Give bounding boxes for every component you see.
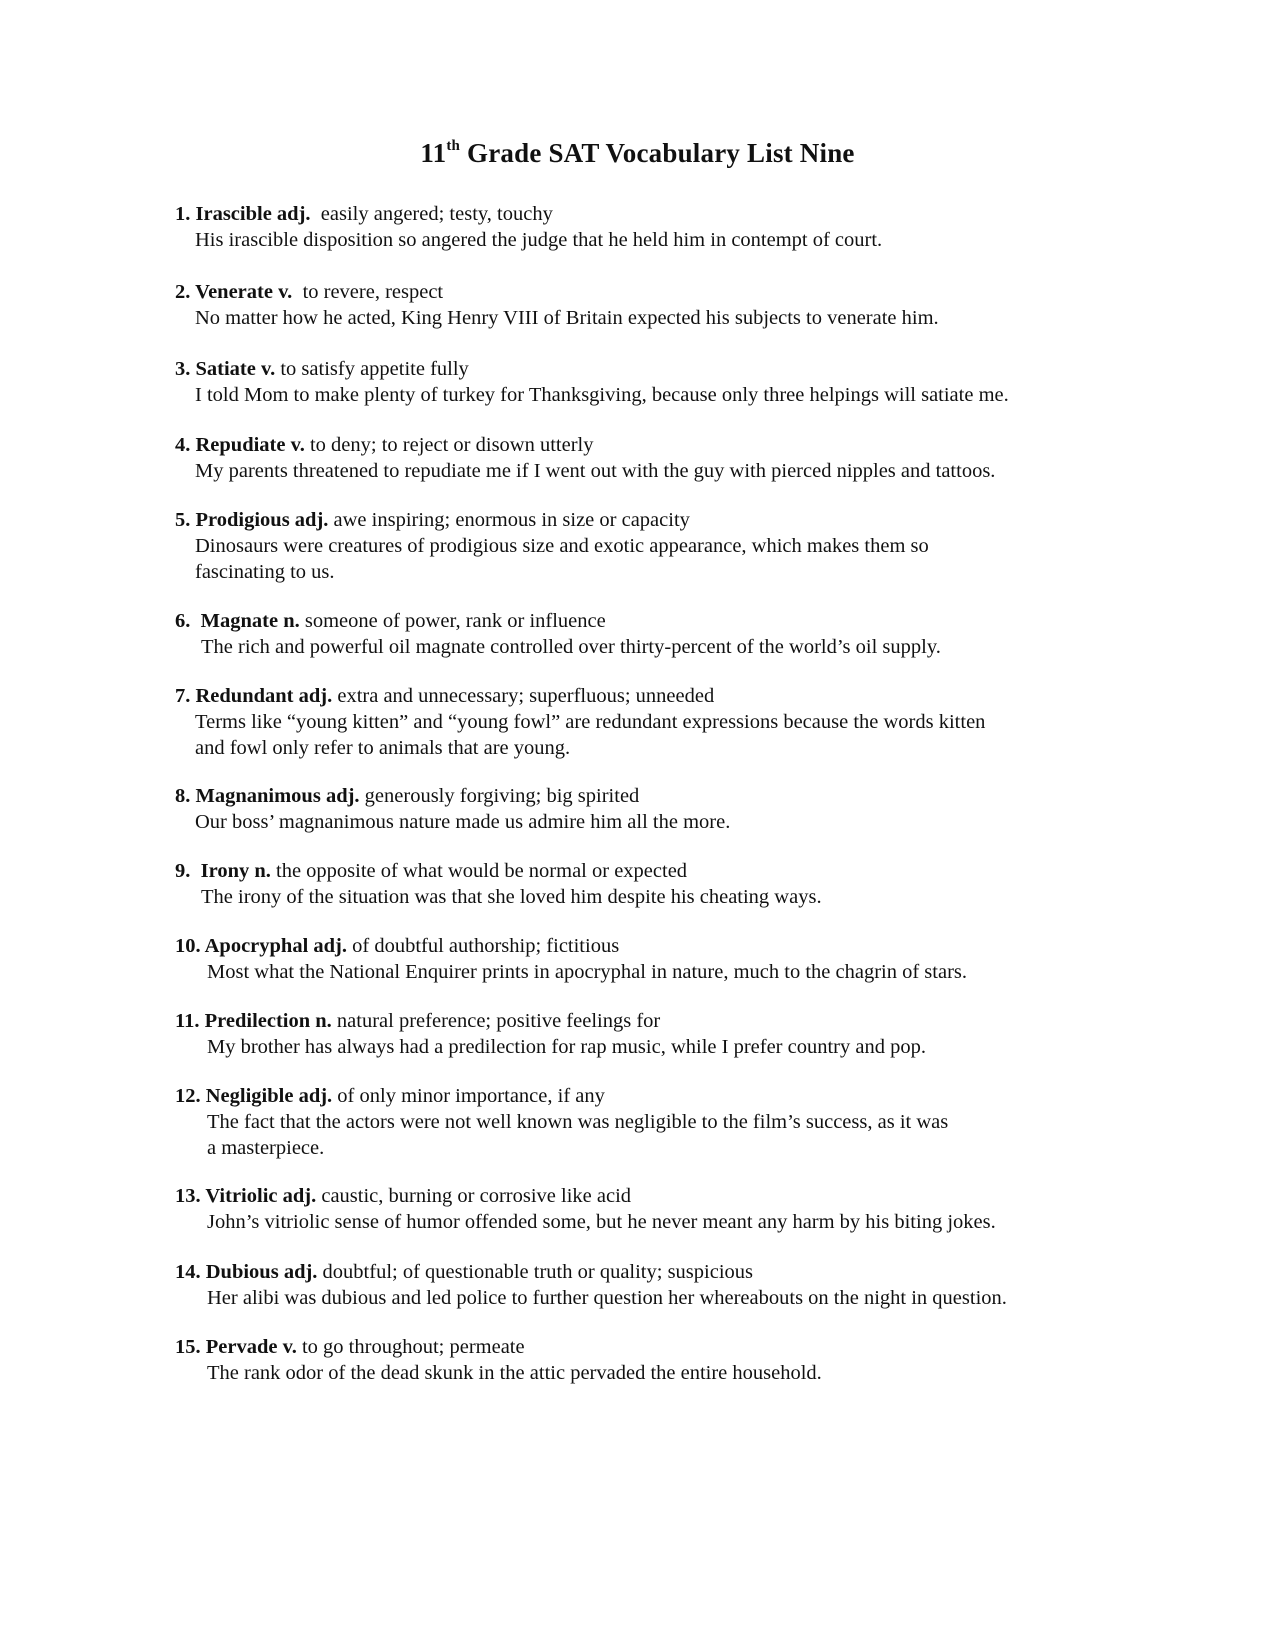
entry-example: Our boss’ magnanimous nature made us admire him all the more. [195, 811, 731, 833]
entry-word: Negligible [205, 1085, 294, 1107]
entry-pos: v. [282, 1336, 297, 1358]
entry-example: I told Mom to make plenty of turkey for Thanksgiving, because only three helpings will satiate me. [195, 384, 1009, 406]
entry-example: The rank odor of the dead skunk in the attic pervaded the entire household. [207, 1362, 822, 1384]
entry-pos: adj. [325, 785, 360, 807]
entry-example: John’s vitriolic sense of humor offended some, but he never meant any harm by his biting jokes. [207, 1211, 996, 1233]
vocab-entry-apocryphal [175, 933, 967, 985]
entry-number: 11. [175, 1010, 200, 1032]
entry-pos: adj. [282, 1185, 317, 1207]
vocab-entry-vitriolic [175, 1183, 996, 1235]
vocab-entry-venerate [175, 279, 939, 331]
entry-word: Magnate [200, 610, 279, 632]
entry-pos: adj. [276, 203, 311, 225]
entry-example-continued: and fowl only refer to animals that are young. [195, 737, 571, 759]
entry-example: The fact that the actors were not well known was negligible to the film’s success, as it was [207, 1111, 949, 1133]
entry-example: The irony of the situation was that she loved him despite his cheating ways. [201, 886, 822, 908]
entry-pos: adj. [298, 1085, 333, 1107]
entry-example: Most what the National Enquirer prints in apocryphal in nature, much to the chagrin of stars. [207, 961, 968, 983]
entry-number: 2. [175, 281, 191, 303]
entry-number: 14. [175, 1261, 201, 1283]
vocab-entry-irony [175, 858, 822, 910]
entry-number: 4. [175, 434, 191, 456]
entry-example: The rich and powerful oil magnate controlled over thirty-percent of the world’s oil supply. [201, 636, 941, 658]
entry-word: Pervade [205, 1336, 278, 1358]
entry-number: 7. [175, 685, 191, 707]
entry-definition: generously forgiving; big spirited [364, 785, 640, 807]
entry-definition: easily angered; testy, touchy [320, 203, 553, 225]
page-title [0, 138, 1275, 169]
title-superscript: th [446, 138, 461, 154]
entry-example-continued: fascinating to us. [195, 561, 335, 583]
entry-word: Apocryphal [204, 935, 309, 957]
entry-example: My parents threatened to repudiate me if I went out with the guy with pierced nipples and tattoos. [195, 460, 996, 482]
vocab-entry-dubious [175, 1259, 1007, 1311]
entry-definition: awe inspiring; enormous in size or capacity [333, 509, 690, 531]
entry-word: Irascible [195, 203, 272, 225]
entry-definition: natural preference; positive feelings for [336, 1010, 661, 1032]
entry-pos: n. [315, 1010, 332, 1032]
entry-example: My brother has always had a predilection for rap music, while I prefer country and pop. [207, 1036, 926, 1058]
entry-definition: to revere, respect [302, 281, 444, 303]
entry-word: Magnanimous [195, 785, 321, 807]
entry-definition: to deny; to reject or disown utterly [309, 434, 594, 456]
entry-definition: someone of power, rank or influence [304, 610, 606, 632]
entry-number: 10. [175, 935, 201, 957]
entry-pos: v. [278, 281, 293, 303]
vocab-entry-magnate [175, 608, 941, 660]
vocab-entry-repudiate [175, 432, 995, 484]
entry-pos: adj. [283, 1261, 318, 1283]
entry-word: Dubious [205, 1261, 279, 1283]
entry-pos: adj. [298, 685, 333, 707]
entry-word: Prodigious [195, 509, 290, 531]
entry-definition: of doubtful authorship; fictitious [352, 935, 620, 957]
entry-word: Predilection [204, 1010, 311, 1032]
entry-number: 5. [175, 509, 191, 531]
entry-definition: doubtful; of questionable truth or quality; suspicious [322, 1261, 753, 1283]
vocab-entry-predilection [175, 1008, 926, 1060]
vocab-entry-pervade [175, 1334, 822, 1386]
entry-pos: v. [260, 358, 276, 380]
vocab-entry-satiate [175, 356, 1009, 408]
entry-number: 15. [175, 1336, 201, 1358]
entry-number: 6. [175, 610, 191, 632]
entry-definition: to satisfy appetite fully [280, 358, 469, 380]
entry-pos: n. [254, 860, 271, 882]
entry-example-continued: a masterpiece. [207, 1137, 325, 1159]
entry-example: Terms like “young kitten” and “young fowl” are redundant expressions because the words kitten [195, 711, 986, 733]
entry-pos: v. [290, 434, 305, 456]
title-rest: Grade SAT Vocabulary List Nine [460, 138, 855, 168]
entry-word: Redundant [195, 685, 294, 707]
vocab-entry-redundant [175, 683, 985, 761]
entry-number: 9. [175, 860, 191, 882]
entry-number: 12. [175, 1085, 201, 1107]
entry-definition: the opposite of what would be normal or expected [276, 860, 688, 882]
entry-number: 13. [175, 1185, 201, 1207]
entry-pos: n. [283, 610, 300, 632]
entry-word: Satiate [195, 358, 256, 380]
entry-example: Her alibi was dubious and led police to further question her whereabouts on the night in question. [207, 1287, 1007, 1309]
vocab-entry-prodigious [175, 507, 929, 585]
entry-word: Repudiate [195, 434, 286, 456]
entry-number: 1. [175, 203, 191, 225]
entry-example: No matter how he acted, King Henry VIII of Britain expected his subjects to venerate him. [195, 307, 939, 329]
entry-word: Vitriolic [205, 1185, 278, 1207]
entry-number: 8. [175, 785, 191, 807]
entry-definition: caustic, burning or corrosive like acid [321, 1185, 632, 1207]
vocab-entry-irascible [175, 201, 882, 253]
entry-definition: extra and unnecessary; superfluous; unneeded [337, 685, 715, 707]
vocab-entry-negligible [175, 1083, 948, 1161]
entry-word: Irony [200, 860, 250, 882]
title-prefix: 11 [420, 138, 447, 168]
entry-number: 3. [175, 358, 191, 380]
entry-example: Dinosaurs were creatures of prodigious size and exotic appearance, which makes them so [195, 535, 929, 557]
entry-pos: adj. [313, 935, 348, 957]
entry-example: His irascible disposition so angered the judge that he held him in contempt of court. [195, 229, 883, 251]
entry-word: Venerate [195, 281, 273, 303]
vocab-entry-magnanimous [175, 783, 730, 835]
entry-definition: to go throughout; permeate [301, 1336, 525, 1358]
entry-pos: adj. [294, 509, 329, 531]
entry-definition: of only minor importance, if any [337, 1085, 605, 1107]
